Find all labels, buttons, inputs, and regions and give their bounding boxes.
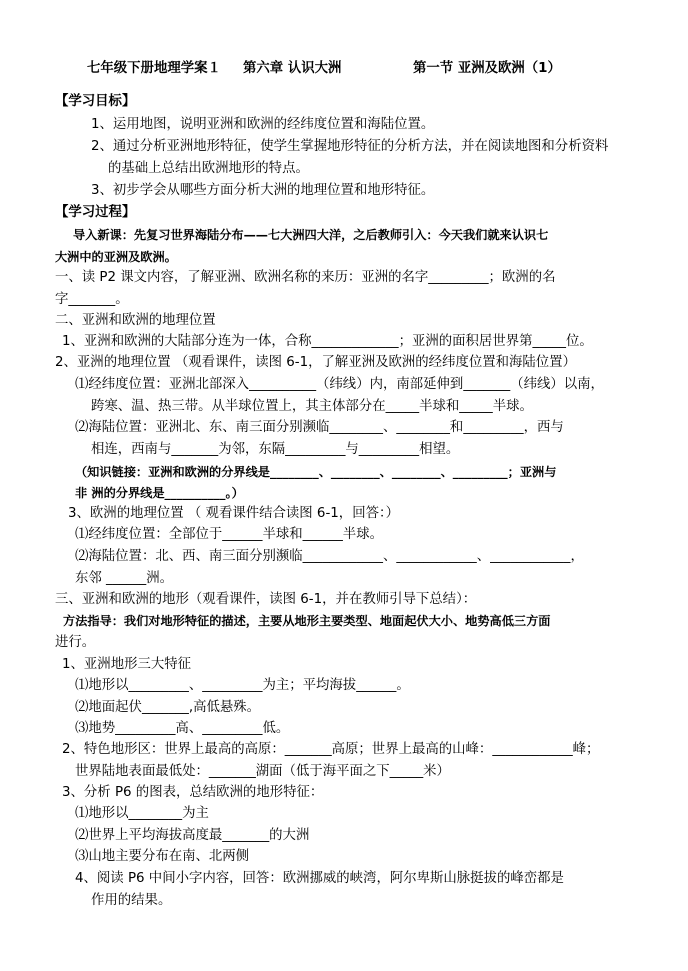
goal-3: 3、初步学会从哪些方面分析大洲的地理位置和地形特征。: [91, 183, 435, 198]
asia-terrain-3: ⑶地势_________高、_________低。: [75, 721, 290, 736]
europe-terrain-heading: 3、分析 P6 的图表，总结欧洲的地形特征：: [62, 785, 324, 800]
section-3-heading: 三、亚洲和欧洲的地形（观看课件，读图 6-1，并在教师引导下总结）：: [55, 592, 477, 607]
method-guide-line-1: 方法指导：我们对地形特征的描述，主要从地形主要类型、地面起伏大小、地势高低三方面: [63, 614, 551, 628]
section-1-line-1: 一、读 P2 课文内容，了解亚洲、欧洲名称的来历：亚洲的名字_________；欧洲的名: [55, 270, 556, 285]
goal-2-line-2: 的基础上总结出欧洲地形的特点。: [108, 161, 309, 176]
reading-question-line-2: 作用的结果。: [91, 893, 172, 908]
europe-terrain-3: ⑶山地主要分布在南、北两侧: [75, 849, 250, 864]
section-2-item-3: 3、欧洲的地理位置 （ 观看课件结合读图 6-1，回答：）: [68, 506, 400, 521]
asia-sea-land-line-1: ⑵海陆位置：亚洲北、东、南三面分别濒临________、________和_________，西与: [75, 420, 564, 435]
header-chapter-title: 第六章 认识大洲: [243, 61, 342, 76]
knowledge-link-line-2: 非 洲的分界线是__________。）: [75, 486, 244, 500]
header-course-title: 七年级下册地理学案１: [87, 61, 221, 76]
goal-2-line-1: 2、通过分析亚洲地形特征，使学生掌握地形特征的分析方法，并在阅读地图和分析资料: [91, 139, 609, 154]
section-1-line-2: 字_______。: [55, 292, 129, 307]
section-2-item-1: 1、亚洲和欧洲的大陆部分连为一体，合称_____________；亚洲的面积居世界第_____位。: [62, 334, 593, 349]
intro-line-1: 导入新课：先复习世界海陆分布——七大洲四大洋，之后教师引入：今天我们就来认识七: [73, 228, 549, 242]
europe-terrain-2: ⑵世界上平均海拔高度最_______的大洲: [75, 828, 310, 843]
asia-latlong-line-2: 跨寒、温、热三带。从半球位置上，其主体部分在_____半球和_____半球。: [91, 399, 533, 414]
knowledge-link-line-1: （知识链接：亚洲和欧洲的分界线是________、________、________、_________；亚洲与: [75, 465, 557, 479]
process-heading: 【学习过程】: [55, 205, 136, 220]
special-landforms-line-1: 2、特色地形区：世界上最高的高原：_______高原；世界上最高的山峰：____________峰；: [62, 742, 600, 757]
method-guide-line-2: 进行。: [55, 635, 96, 650]
special-landforms-line-2: 世界陆地表面最低处：_______湖面（低于海平面之下_____米）: [75, 764, 450, 779]
section-2-heading: 二、亚洲和欧洲的地理位置: [55, 313, 216, 328]
section-2-item-2: 2、亚洲的地理位置 （观看课件，读图 6-1，了解亚洲及欧洲的经纬度位置和海陆位置）: [55, 355, 576, 370]
asia-terrain-1: ⑴地形以_________、_________为主；平均海拔______。: [75, 678, 410, 693]
asia-terrain-2: ⑵地面起伏_______,高低悬殊。: [75, 700, 261, 715]
reading-question-line-1: 4、阅读 P6 中间小字内容，回答：欧洲挪威的峡湾，阿尔卑斯山脉挺拔的峰峦都是: [75, 871, 564, 886]
header-section-title: 第一节 亚洲及欧洲（1）: [413, 61, 561, 76]
asia-terrain-heading: 1、亚洲地形三大特征: [62, 657, 192, 672]
goal-1: 1、运用地图，说明亚洲和欧洲的经纬度位置和海陆位置。: [91, 117, 435, 132]
goals-heading: 【学习目标】: [55, 94, 136, 109]
europe-terrain-1: ⑴地形以________为主: [75, 806, 209, 821]
europe-sea-land-line-1: ⑵海陆位置：北、西、南三面分别濒临____________、____________、____________，: [75, 549, 584, 564]
europe-latlong: ⑴经纬度位置：全部位于______半球和______半球。: [75, 527, 383, 542]
asia-latlong-line-1: ⑴经纬度位置：亚洲北部深入__________（纬线）内，南部延伸到_______（纬线）以南，: [75, 377, 604, 392]
europe-sea-land-line-2: 东邻 ______洲。: [75, 571, 173, 586]
intro-line-2: 大洲中的亚洲及欧洲。: [55, 250, 177, 264]
asia-sea-land-line-2: 相连，西南与_______为邻，东隔_________与_________相望。: [91, 442, 460, 457]
